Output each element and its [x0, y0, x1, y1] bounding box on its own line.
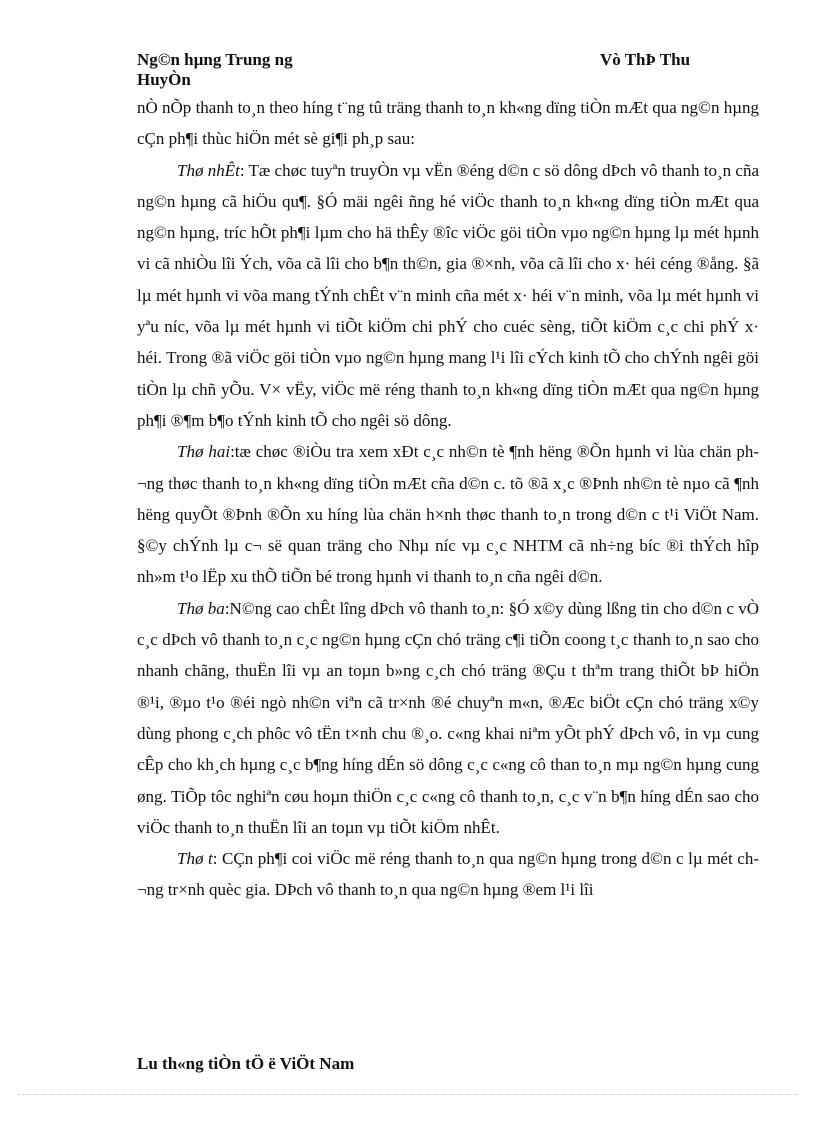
paragraph-text: : Tæ chøc tuyªn truyÒn vµ vËn ®éng d©n c sö dông dÞch vô thanh to¸n cña ng©n hµng cã hiÖu qu¶. §Ó mäi ngêi ñng hé viÖc thanh to¸n kh«ng dïng tiÒn mÆt qua ng©n hµng, tríc hÕt ph¶i lµm cho hä thÊy ®îc viÖc göi tiÒn vµo ng©n hµng lµ mét hµnh vi cã nhiÒu lîi Ých, võa cã lîi cho b¶n th©n, gia ®×nh, võa cã lîi cho x· héi céng ®ång. §ã lµ mét hµnh vi võa mang tÝnh chÊt v¨n minh cña mét x· héi v¨n minh, võa lµ mét hµnh vi yªu níc, võa lµ mét hµnh vi tiÕt kiÖm chi phÝ cho cuéc sèng, tiÕt kiÖm c¸c chi phÝ x· héi. Trong ®ã viÖc göi tiÒn vµo ng©n hµng mang l¹i lîi cÝch kinh tÕ cho chÝnh ngêi göi tiÒn lµ chñ yÕu. V× vËy, viÖc më réng thanh to¸n kh«ng dïng tiÒn mÆt qua ng©n hµng ph¶i ®¶m b¶o tÝnh kinh tÕ cho ngêi sö dông. — [137, 160, 760, 430]
paragraph-text: nÒ nÕp thanh to¸n theo híng t¨ng tû träng thanh to¸n kh«ng dïng tiÒn mÆt qua ng©n hµng cÇn ph¶i thùc hiÖn mét sè gi¶i ph¸p sau: — [137, 98, 759, 149]
paragraph-third — [137, 593, 759, 843]
header-left: Ng©n hµng Trung ng — [137, 50, 293, 69]
header-left-line2: HuyÒn — [137, 70, 191, 89]
footer-divider — [18, 1094, 798, 1095]
paragraph-second — [137, 436, 759, 592]
paragraph-intro — [137, 92, 759, 155]
paragraph-text: :tæ chøc ®iÒu tra xem xÐt c¸c nh©n tè ¶nh hëng ®Õn hµnh vi lùa chän ph¬ng thøc thanh to¸n kh«ng dïng tiÒn mÆt cña d©n c. tõ ®ã x¸c ®Þnh nh©n tè nµo cã ¶nh hëng quyÕt ®Þnh ®Õn xu híng lùa chän h×nh thøc thanh to¸n trong d©n c t¹i ViÖt Nam. §©y chÝnh lµ c¬ së quan träng cho Nhµ níc vµ c¸c NHTM cã nh÷ng bíc ®i thÝch hîp nh»m t¹o lËp xu thÕ tiÕn bé trong hµnh vi thanh to¸n cña ngêi d©n. — [137, 442, 759, 587]
paragraph-text: :N©ng cao chÊt lîng dÞch vô thanh to¸n: §Ó x©y dùng lßng tin cho d©n c vÒ c¸c dÞch vô thanh to¸n c¸c ng©n hµng cÇn chó träng c¶i tiÕn coong t¸c thanh to¸n sao cho nhanh chãng, thuËn lîi vµ an toµn b»ng c¸ch chó träng ®Çu t thªm trang thiÕt bÞ hiÖn ®¹i, ®µo t¹o ®éi ngò nh©n viªn cã tr×nh ®é chuyªn m«n, ®Æc biÖt cÇn chó träng x©y dùng phong c¸ch phôc vô tËn t×nh chu ®¸o. c«ng khai niªm yÕt phÝ dÞch vô, in vµ cung cÊp cho kh¸ch hµng c¸c b¶ng híng dÉn sö dông c¸c c«ng cô than to¸n mµ ng©n hµng cung øng. TiÕp tôc nghiªn cøu hoµn thiÖn c¸c c«ng cô thanh to¸n, c¸c v¨n b¶n híng dÉn sao cho viÖc thanh to¸n thuËn lîi an toµn vµ tiÕt kiÖm nhÊt. — [137, 598, 759, 837]
body-text — [137, 92, 759, 906]
paragraph-lead: Thø t — [177, 849, 213, 869]
header-right: Vò ThÞ Thu — [600, 50, 691, 69]
paragraph-lead: Thø hai — [177, 442, 231, 462]
paragraph-lead: Thø ba — [177, 598, 225, 618]
page-header — [137, 50, 757, 94]
paragraph-text: : CÇn ph¶i coi viÖc më réng thanh to¸n qua ng©n hµng trong d©n c lµ mét ch¬ng tr×nh quèc gia. DÞch vô thanh to¸n qua ng©n hµng ®em l¹i lîi — [137, 849, 759, 900]
paragraph-first — [137, 155, 759, 437]
paragraph-fourth — [137, 843, 759, 906]
page-footer: Lu th«ng tiÒn tÖ ë ViÖt Nam — [137, 1054, 355, 1073]
paragraph-lead: Thø nhÊt — [177, 160, 240, 180]
